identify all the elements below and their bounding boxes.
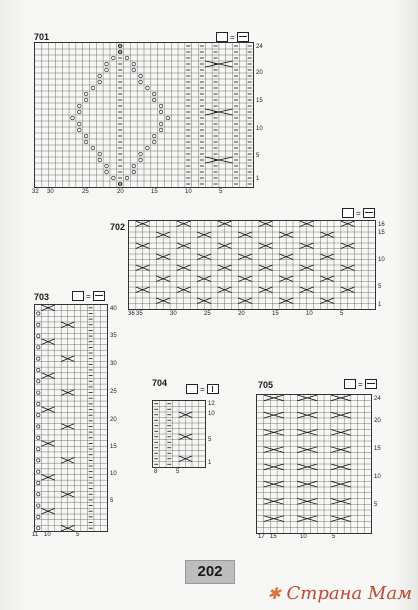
chart-number: 701 <box>34 32 50 42</box>
col-label: 20 <box>238 311 245 317</box>
row-label: 20 <box>256 70 263 76</box>
dash-cell-icon <box>363 208 375 218</box>
cable-cross-symbol <box>331 516 351 522</box>
yarn-over-symbol <box>139 158 143 162</box>
yarn-over-symbol <box>159 128 163 132</box>
cable-cross-symbol <box>297 499 317 505</box>
yarn-over-symbol <box>139 80 143 84</box>
empty-cell-icon <box>186 384 198 394</box>
yarn-over-symbol <box>152 98 156 102</box>
yarn-over-symbol <box>37 425 40 428</box>
legend-equals: = <box>86 291 91 301</box>
cable-cross-symbol <box>264 412 284 418</box>
row-label: 10 <box>110 471 117 477</box>
cable-cross-symbol <box>264 430 284 436</box>
cable-cross-symbol <box>331 464 351 470</box>
yarn-over-symbol <box>37 526 40 529</box>
cable-cross-symbol <box>297 464 317 470</box>
yarn-over-symbol <box>125 56 129 60</box>
row-label: 5 <box>374 502 378 508</box>
cable-cross-symbol <box>297 430 317 436</box>
empty-cell-icon <box>342 208 354 218</box>
col-label: 15 <box>270 534 277 540</box>
dash-cell-icon <box>237 32 249 42</box>
legend-equals: = <box>356 208 361 218</box>
cable-cross-symbol <box>297 516 317 522</box>
yarn-over-symbol <box>37 504 40 507</box>
cable-cross-symbol <box>331 499 351 505</box>
yarn-over-symbol <box>152 92 156 96</box>
yarn-over-symbol <box>37 436 40 439</box>
cable-cross-symbol <box>297 447 317 453</box>
legend-equals: = <box>200 384 205 394</box>
yarn-over-symbol <box>37 380 40 383</box>
yarn-over-symbol <box>37 470 40 473</box>
yarn-over-symbol <box>152 140 156 144</box>
cable-cross-symbol <box>331 430 351 436</box>
yarn-over-symbol <box>77 104 81 108</box>
bar-cell-icon <box>207 384 219 394</box>
col-label: 10 <box>306 311 313 317</box>
cable-cross-symbol <box>297 412 317 418</box>
knitting-grid <box>128 220 376 310</box>
row-label: 10 <box>378 257 385 263</box>
row-label: 40 <box>110 306 117 312</box>
row-label: 15 <box>374 446 381 452</box>
yarn-over-symbol <box>105 164 109 168</box>
yarn-over-symbol <box>112 176 116 180</box>
yarn-over-symbol <box>91 146 95 150</box>
cable-cross-symbol <box>264 464 284 470</box>
col-label: 5 <box>76 532 80 538</box>
dash-cell-icon <box>93 291 105 301</box>
cable-cross-symbol <box>264 447 284 453</box>
yarn-over-symbol <box>37 413 40 416</box>
col-label: 10 <box>300 534 307 540</box>
yarn-over-symbol <box>37 447 40 450</box>
knitting-grid <box>34 42 254 188</box>
row-label: 5 <box>110 498 114 504</box>
col-label: 15 <box>272 311 279 317</box>
yarn-over-symbol <box>37 402 40 405</box>
col-label: 5 <box>176 469 180 475</box>
yarn-over-symbol <box>37 312 40 315</box>
yarn-over-symbol <box>91 86 95 90</box>
cable-cross-symbol <box>331 481 351 487</box>
yarn-over-symbol <box>112 56 116 60</box>
empty-cell-icon <box>344 379 356 389</box>
col-label: 15 <box>151 189 158 195</box>
row-label: 12 <box>208 401 215 407</box>
yarn-over-symbol <box>77 128 81 132</box>
col-label: 25 <box>82 189 89 195</box>
row-label: 24 <box>374 396 381 402</box>
yarn-over-symbol <box>152 134 156 138</box>
row-label: 30 <box>110 361 117 367</box>
cable-cross-symbol <box>297 395 317 401</box>
yarn-over-symbol <box>84 92 88 96</box>
cable-cross-symbol <box>264 516 284 522</box>
col-label: 5 <box>219 189 223 195</box>
col-label: 36 <box>128 311 135 317</box>
cable-cross-symbol <box>331 447 351 453</box>
empty-cell-icon <box>72 291 84 301</box>
row-label: 5 <box>208 437 212 443</box>
yarn-over-symbol <box>37 493 40 496</box>
yarn-over-symbol <box>37 515 40 518</box>
yarn-over-symbol <box>139 152 143 156</box>
col-label: 20 <box>117 189 124 195</box>
col-label: 10 <box>185 189 192 195</box>
legend-equals: = <box>358 379 363 389</box>
col-label: 25 <box>204 311 211 317</box>
watermark-text: Страна Мам <box>286 583 412 604</box>
chart-number: 702 <box>110 222 126 232</box>
star-icon: ✱ <box>267 584 281 603</box>
chart-number: 703 <box>34 292 50 302</box>
knitting-grid <box>34 304 108 532</box>
yarn-over-symbol <box>84 140 88 144</box>
col-label: 11 <box>32 532 39 538</box>
yarn-over-symbol <box>105 62 109 66</box>
yarn-over-symbol <box>159 122 163 126</box>
yarn-over-symbol <box>84 134 88 138</box>
col-label: 35 <box>136 311 143 317</box>
dash-cell-icon <box>365 379 377 389</box>
yarn-over-symbol <box>37 481 40 484</box>
row-label: 10 <box>208 411 215 417</box>
yarn-over-symbol <box>37 391 40 394</box>
cable-cross-symbol <box>331 395 351 401</box>
cable-cross-symbol <box>264 499 284 505</box>
yarn-over-symbol <box>37 346 40 349</box>
yarn-over-symbol <box>37 357 40 360</box>
row-label: 24 <box>256 44 263 50</box>
page-number: 202 <box>185 560 235 584</box>
yarn-over-symbol <box>146 86 150 90</box>
yarn-over-symbol <box>139 74 143 78</box>
yarn-over-symbol <box>37 368 40 371</box>
yarn-over-symbol <box>146 146 150 150</box>
row-label: 25 <box>110 389 117 395</box>
col-label: 5 <box>332 534 336 540</box>
yarn-over-symbol <box>77 110 81 114</box>
yarn-over-symbol <box>77 122 81 126</box>
yarn-over-symbol <box>98 152 102 156</box>
yarn-over-symbol <box>159 110 163 114</box>
row-label: 1 <box>256 176 260 182</box>
row-label: 1 <box>378 302 382 308</box>
legend-equals: = <box>230 32 235 42</box>
cable-cross-symbol <box>264 481 284 487</box>
yarn-over-symbol <box>105 68 109 72</box>
chart-legend <box>344 379 377 389</box>
cable-cross-symbol <box>264 395 284 401</box>
yarn-over-symbol <box>125 176 129 180</box>
yarn-over-symbol <box>71 116 75 120</box>
yarn-over-symbol <box>132 170 136 174</box>
yarn-over-symbol <box>132 164 136 168</box>
yarn-over-symbol <box>98 80 102 84</box>
row-label: 15 <box>378 230 385 236</box>
row-label: 10 <box>374 474 381 480</box>
col-label: 32 <box>32 189 39 195</box>
yarn-over-symbol <box>132 62 136 66</box>
row-label: 20 <box>374 418 381 424</box>
cable-cross-symbol <box>297 481 317 487</box>
yarn-over-symbol <box>84 98 88 102</box>
yarn-over-symbol <box>159 104 163 108</box>
chart-number: 705 <box>258 380 274 390</box>
row-label: 15 <box>110 444 117 450</box>
row-label: 20 <box>110 417 117 423</box>
yarn-over-symbol <box>132 68 136 72</box>
chart-legend <box>216 32 249 42</box>
cable-cross-symbol <box>331 412 351 418</box>
col-label: 30 <box>170 311 177 317</box>
yarn-over-symbol <box>37 334 40 337</box>
watermark <box>267 583 412 604</box>
chart-legend <box>186 384 219 394</box>
knitting-grid <box>256 394 372 534</box>
row-label: 10 <box>256 126 263 132</box>
yarn-over-symbol <box>166 116 170 120</box>
chart-number: 704 <box>152 378 168 388</box>
row-label: 5 <box>256 153 260 159</box>
row-label: 15 <box>256 98 263 104</box>
row-label: 35 <box>110 333 117 339</box>
yarn-over-symbol <box>37 459 40 462</box>
chart-legend <box>72 291 105 301</box>
yarn-over-symbol <box>37 323 40 326</box>
knitting-grid <box>152 400 206 468</box>
col-label: 8 <box>154 469 158 475</box>
col-label: 5 <box>340 311 344 317</box>
yarn-over-symbol <box>98 74 102 78</box>
yarn-over-symbol <box>105 170 109 174</box>
col-label: 10 <box>44 532 51 538</box>
col-label: 30 <box>47 189 54 195</box>
row-label: 16 <box>378 222 385 228</box>
yarn-over-symbol <box>98 158 102 162</box>
col-label: 17 <box>258 534 265 540</box>
chart-legend <box>342 208 375 218</box>
row-label: 5 <box>378 284 382 290</box>
empty-cell-icon <box>216 32 228 42</box>
row-label: 1 <box>208 460 212 466</box>
